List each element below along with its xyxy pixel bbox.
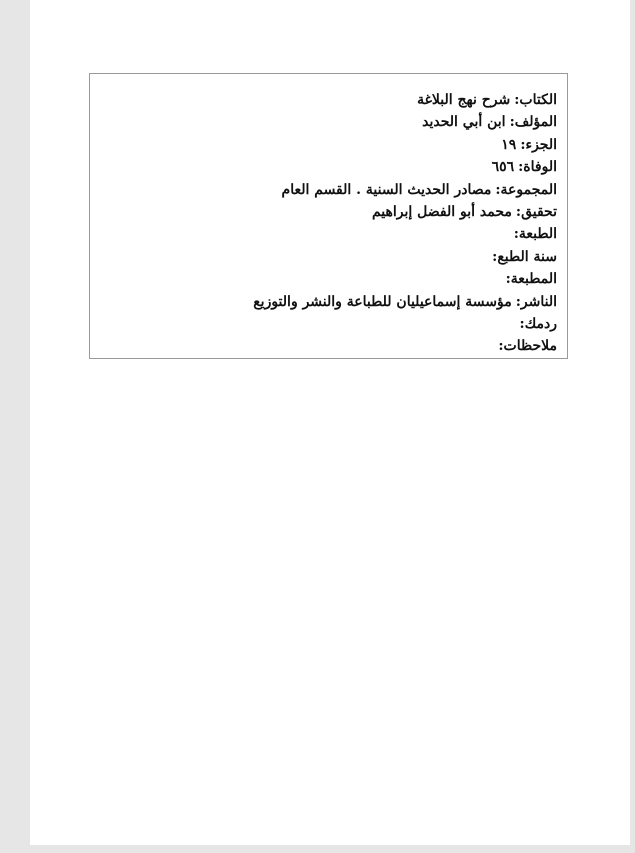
info-value: شرح نهج البلاغة xyxy=(417,92,511,108)
info-row-book xyxy=(253,89,557,111)
info-row-editor xyxy=(253,201,557,223)
info-label: تحقيق: xyxy=(515,203,557,220)
info-label: المطبعة: xyxy=(505,271,557,288)
info-label: الجزء: xyxy=(520,136,557,153)
info-label: الناشر: xyxy=(515,293,557,310)
info-label: الطبعة: xyxy=(513,226,557,243)
info-row-edition xyxy=(253,223,557,245)
info-value: مؤسسة إسماعيليان للطباعة والنشر والتوزيع xyxy=(253,293,512,310)
book-info-list xyxy=(253,89,557,358)
info-value: ١٩ xyxy=(501,136,517,153)
info-row-print-year xyxy=(253,246,557,268)
info-row-press xyxy=(253,268,557,290)
info-value: ٦٥٦ xyxy=(491,159,515,176)
info-row-collection xyxy=(253,179,557,201)
info-label: ملاحظات: xyxy=(498,338,557,355)
info-row-author xyxy=(253,111,557,133)
book-info-box xyxy=(89,73,568,359)
info-row-notes xyxy=(253,335,557,357)
info-row-volume xyxy=(253,134,557,156)
info-value: مصادر الحديث السنية . القسم العام xyxy=(281,181,492,198)
document-page xyxy=(30,0,630,845)
info-label: المجموعة: xyxy=(495,181,557,198)
info-row-death xyxy=(253,156,557,178)
info-label: الكتاب: xyxy=(514,92,557,108)
info-label: المؤلف: xyxy=(509,114,557,131)
info-value: محمد أبو الفضل إبراهيم xyxy=(371,203,512,220)
info-label: الوفاة: xyxy=(518,159,557,176)
info-value: ابن أبي الحديد xyxy=(422,114,506,131)
info-row-publisher xyxy=(253,291,557,313)
info-label: سنة الطبع: xyxy=(492,248,557,265)
info-row-isbn xyxy=(253,313,557,335)
info-label: ردمك: xyxy=(519,315,557,332)
